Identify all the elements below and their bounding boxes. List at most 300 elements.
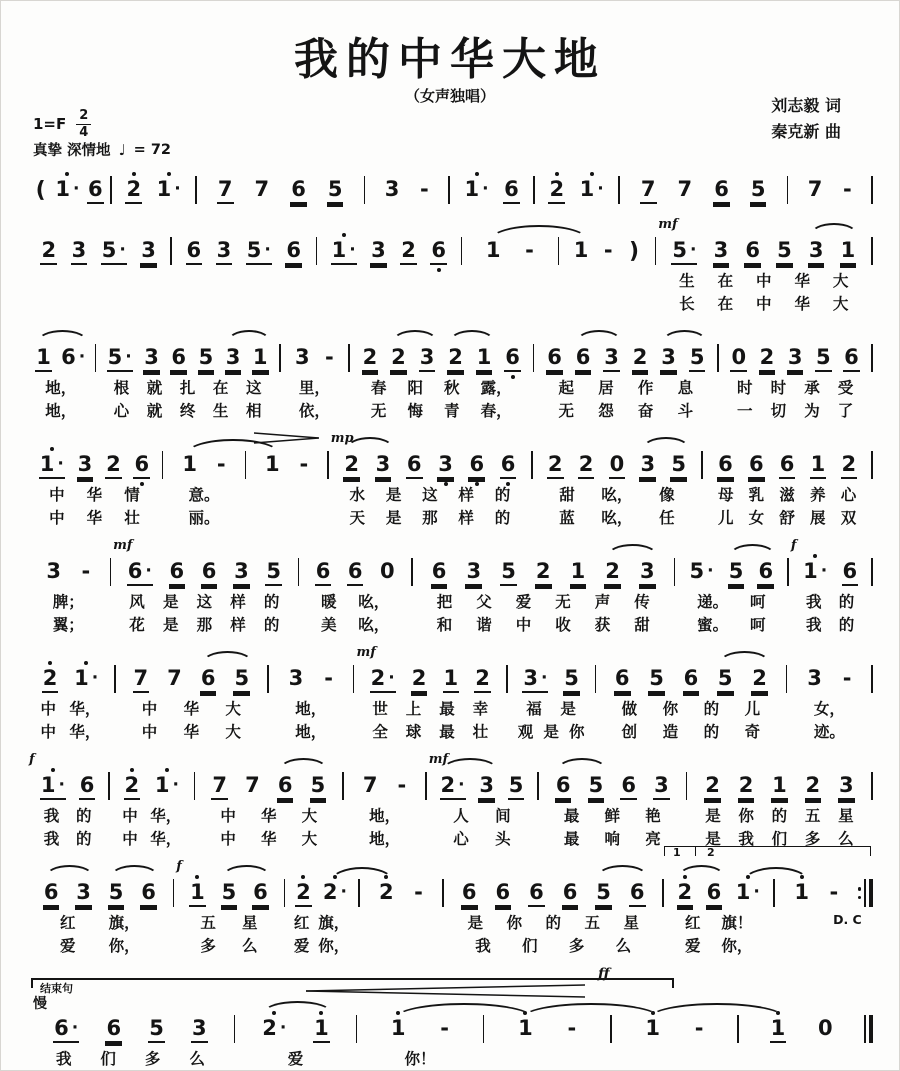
note-token — [842, 178, 853, 202]
lyric-line-2 — [96, 398, 279, 421]
notes-row — [27, 662, 114, 696]
lyric-syllable: 爱 — [684, 936, 701, 955]
note-digit: 2 — [41, 238, 57, 262]
lyric-line-1 — [656, 268, 871, 291]
augmentation-dot: · — [125, 347, 132, 367]
slur — [202, 651, 253, 663]
note-digit: 5 — [717, 666, 733, 690]
measure — [281, 341, 349, 421]
notes-row — [27, 876, 173, 910]
lyric-syllable: 样 — [458, 485, 474, 504]
note-token — [143, 346, 160, 370]
lyric-syllable: 五 — [804, 806, 821, 825]
note-token — [644, 1017, 661, 1041]
slur — [576, 330, 622, 342]
dynamic-mark: mf — [356, 645, 376, 660]
lyric-line-2 — [559, 291, 654, 314]
notes-row — [535, 173, 618, 207]
note-token — [573, 239, 590, 263]
lyric-syllable: 中 — [49, 508, 65, 527]
lyric-syllable: 呵 — [749, 615, 766, 634]
lyric-syllable: 丽。 — [188, 508, 220, 527]
note-digit: 2 — [401, 238, 416, 262]
note-token — [841, 453, 858, 477]
note-token — [713, 239, 730, 263]
note-digit: 5 — [327, 177, 343, 201]
note-digit: 5 — [310, 773, 326, 797]
lyric-syllable: 华， — [150, 829, 182, 848]
close-paren: ) — [629, 238, 640, 264]
note-digit: 1 — [331, 238, 347, 262]
slur — [662, 330, 707, 342]
octave-dot-above — [746, 875, 750, 879]
note-digit: 2 — [475, 666, 490, 690]
lyric-line-1 — [559, 268, 654, 291]
measure — [112, 173, 195, 207]
volta-tick — [695, 847, 696, 856]
lyric-line-2 — [27, 933, 173, 956]
score-line — [27, 431, 873, 528]
octave-dot-above — [396, 1011, 400, 1015]
notes-row — [365, 173, 448, 207]
barline — [871, 237, 873, 265]
lyric-line-2 — [787, 719, 871, 742]
note-token — [277, 774, 294, 798]
note-token — [629, 881, 646, 905]
note-token — [447, 346, 464, 370]
dynamic-mark: mf — [428, 752, 449, 767]
lyric-syllable: 你 — [506, 913, 522, 932]
note-token — [107, 346, 133, 370]
measure — [675, 555, 787, 635]
lyric-syllable: 的 — [75, 806, 92, 825]
note-digit: 6 — [745, 238, 760, 262]
note-digit: 2 — [440, 773, 456, 797]
lyric-syllable: 儿 — [718, 508, 734, 527]
note-digit: 6 — [201, 559, 217, 583]
note-token — [200, 667, 217, 691]
barline — [871, 176, 873, 204]
lyric-syllable: 风 — [129, 592, 145, 611]
lyric-syllable: 的 — [494, 485, 511, 504]
measure — [27, 173, 110, 207]
lyric-line-1 — [27, 268, 170, 291]
notes-row — [413, 555, 674, 589]
note-token — [411, 667, 428, 691]
notes-row — [664, 876, 773, 910]
lyric-syllable: 递。 — [697, 592, 729, 611]
augmentation-dot: · — [482, 179, 489, 199]
measure — [365, 173, 448, 207]
note-token — [555, 774, 572, 798]
lyric-syllable: 你 — [568, 722, 585, 741]
note-token — [670, 453, 687, 477]
lyric-syllable: 蜜。 — [697, 615, 729, 634]
lyric-syllable: 们 — [771, 829, 788, 848]
note-token — [285, 239, 302, 263]
lyric-syllable: 在 — [717, 271, 734, 290]
note-digit: 3 — [375, 452, 391, 476]
augmentation-dot: · — [541, 668, 548, 688]
note-token — [694, 1017, 705, 1041]
note-digit: 5 — [246, 238, 262, 262]
lyric-syllable: 多 — [804, 829, 821, 848]
lyric-line-2 — [462, 291, 557, 314]
lyric-syllable: 无 — [558, 401, 575, 420]
lyric-syllable: 了 — [837, 401, 854, 420]
note-digit: 2 — [296, 880, 311, 904]
lyric-syllable: 球 — [405, 722, 422, 741]
lyric-line-1 — [96, 375, 279, 398]
lyric-syllable: 就 — [146, 401, 163, 420]
barline-thin — [864, 879, 866, 907]
lyric-syllable: 我 — [806, 615, 822, 634]
note-digit: 1 — [74, 666, 89, 690]
lyric-line-2 — [533, 505, 702, 528]
lyric-syllable: 心 — [840, 485, 857, 504]
note-digit: 3 — [216, 238, 232, 262]
slur — [279, 758, 328, 770]
lyric-syllable: 爱 — [287, 1049, 304, 1068]
note-digit: 3 — [713, 238, 729, 262]
note-digit: 6 — [461, 880, 477, 904]
note-digit: 3 — [295, 345, 310, 369]
lyric-line-2 — [656, 291, 871, 314]
note-digit: - — [325, 345, 334, 369]
note-token — [362, 774, 379, 798]
note-digit: 7 — [212, 773, 227, 797]
notes-row — [675, 555, 787, 589]
lyric-line-2 — [344, 826, 425, 849]
octave-dot-above — [475, 172, 479, 176]
note-token — [547, 453, 564, 477]
notes-row — [27, 1012, 234, 1046]
note-token — [829, 881, 840, 905]
notes-row — [687, 769, 871, 803]
lyricist-credit: 刘志毅 词 — [771, 96, 841, 115]
lyric-syllable: 样 — [458, 508, 474, 527]
augmentation-dot: · — [388, 668, 395, 688]
notes-row — [27, 555, 110, 589]
lyric-line-2 — [27, 291, 170, 314]
note-digit: 1 — [40, 773, 56, 797]
note-token — [169, 560, 186, 584]
note-token — [379, 560, 396, 584]
notes-row — [484, 1012, 610, 1046]
lyric-line-2 — [719, 398, 871, 421]
lyric-syllable: 儿 — [744, 699, 761, 718]
note-token — [838, 774, 855, 798]
measure — [535, 173, 618, 207]
note-digit: 3 — [144, 345, 159, 369]
lyric-line-1 — [329, 482, 531, 505]
note-digit: 2 — [126, 177, 142, 201]
note-digit: 6 — [79, 773, 95, 797]
note-token — [807, 178, 824, 202]
slur — [607, 544, 658, 556]
lyric-syllable: 生 — [679, 271, 695, 290]
lyric-syllable: 是 — [705, 806, 721, 825]
note-token — [370, 667, 396, 691]
note-token — [548, 178, 565, 202]
note-token — [216, 239, 233, 263]
note-digit: 6 — [291, 177, 306, 201]
barline — [871, 451, 873, 479]
octave-dot-above — [51, 768, 55, 772]
note-digit: 7 — [245, 773, 260, 797]
note-token — [671, 239, 697, 263]
note-digit: 5 — [689, 345, 705, 369]
octave-dot-above — [384, 875, 388, 879]
notes-row — [612, 1012, 738, 1046]
barline — [871, 665, 873, 693]
note-digit: 1 — [36, 345, 51, 369]
note-token — [124, 774, 141, 798]
note-digit: 7 — [133, 666, 149, 690]
lyric-syllable: 中 — [756, 271, 772, 290]
lyric-syllable: 中 — [756, 294, 772, 313]
lyric-line-1 — [111, 589, 297, 612]
lyric-syllable: 中 — [141, 699, 158, 718]
lyric-syllable: 春， — [480, 401, 512, 420]
lyric-syllable: 星 — [241, 913, 258, 932]
note-digit: 6 — [683, 666, 699, 690]
octave-dot-above — [195, 875, 199, 879]
score-line — [27, 173, 873, 207]
octave-dot-above — [776, 1011, 780, 1015]
lyric-syllable: 做 — [621, 699, 638, 718]
note-digit: 3 — [77, 452, 93, 476]
notes-row — [703, 448, 872, 482]
lyric-syllable: 时 — [770, 378, 787, 397]
note-token — [390, 1017, 407, 1041]
note-digit: 1 — [154, 773, 170, 797]
note-token — [419, 178, 430, 202]
lyric-syllable: 无 — [370, 401, 387, 420]
note-digit: 0 — [379, 559, 395, 583]
lyric-line-2 — [246, 505, 327, 528]
lyric-syllable: 奇 — [744, 722, 761, 741]
time-signature: 2 4 — [76, 109, 91, 139]
lyric-syllable: 响 — [604, 829, 621, 848]
lyric-syllable: 翼； — [52, 615, 84, 634]
note-digit: 2 — [752, 666, 767, 690]
note-token — [689, 346, 706, 370]
da-capo-mark: D. C — [833, 912, 862, 927]
measure — [197, 173, 364, 207]
note-token — [170, 346, 187, 370]
lyric-syllable: 的 — [75, 829, 92, 848]
note-token — [579, 178, 605, 202]
lyric-line-2 — [27, 719, 114, 742]
lyric-syllable: 吆， — [358, 592, 390, 611]
note-token — [327, 178, 344, 202]
lyric-line-1 — [508, 696, 595, 719]
lyric-line-2 — [163, 505, 244, 528]
note-digit: - — [843, 177, 852, 201]
note-digit: 1 — [464, 177, 480, 201]
note-digit: 5 — [234, 666, 250, 690]
note-token — [166, 667, 183, 691]
note-digit: 5 — [777, 238, 792, 262]
lyric-syllable: 脾； — [52, 592, 84, 611]
note-token — [53, 1017, 79, 1041]
lyric-syllable: 地， — [369, 806, 401, 825]
note-token — [42, 667, 59, 691]
measure — [719, 341, 871, 421]
note-digit: 1 — [252, 345, 268, 369]
note-token — [140, 239, 157, 263]
note-digit: 1 — [840, 238, 856, 262]
lyric-syllable: 怨 — [598, 401, 614, 420]
measure — [317, 234, 460, 314]
lyric-line-2 — [675, 612, 787, 635]
note-token — [508, 774, 525, 798]
measure — [656, 217, 871, 314]
note-digit: 1 — [476, 345, 492, 369]
note-digit: 3 — [787, 345, 803, 369]
lyric-syllable: 最 — [439, 699, 455, 718]
note-digit: 1 — [55, 177, 70, 201]
lyric-syllable: 把 — [436, 592, 453, 611]
note-token — [771, 774, 788, 798]
note-token — [252, 881, 269, 905]
note-digit: 2 — [705, 773, 720, 797]
note-token — [216, 453, 227, 477]
note-token — [254, 178, 271, 202]
note-token — [751, 667, 768, 691]
lyric-syllable: 这 — [245, 378, 262, 397]
note-token — [677, 178, 694, 202]
note-token — [688, 560, 714, 584]
notes-row — [281, 341, 349, 375]
measure — [687, 769, 871, 849]
measures-row — [27, 431, 873, 528]
lyric-syllable: 爱 — [293, 936, 310, 955]
lyric-syllable: 水 — [349, 485, 366, 504]
note-token — [464, 178, 490, 202]
measure — [787, 662, 871, 742]
note-token — [567, 1017, 578, 1041]
augmentation-dot: · — [458, 775, 465, 795]
lyric-line-1 — [27, 589, 110, 612]
note-digit: 3 — [225, 345, 241, 369]
measure — [413, 555, 674, 635]
note-digit: 6 — [718, 452, 733, 476]
measures-row — [27, 173, 873, 207]
note-digit: 5 — [689, 559, 705, 583]
note-digit: 2 — [841, 452, 857, 476]
decrescendo-wedge — [254, 432, 319, 444]
note-digit: 3 — [288, 666, 304, 690]
lyric-line-1 — [719, 375, 871, 398]
note-token — [343, 453, 360, 477]
note-token — [563, 667, 580, 691]
note-token — [500, 453, 517, 477]
note-token — [468, 453, 485, 477]
note-digit: 6 — [629, 880, 645, 904]
lyric-syllable: 中 — [220, 829, 236, 848]
note-digit: 3 — [76, 880, 91, 904]
notes-row — [235, 1012, 355, 1046]
measure — [27, 752, 108, 849]
lyric-line-1 — [285, 910, 358, 933]
measure — [444, 876, 663, 956]
octave-dot-above — [65, 172, 69, 176]
barline-thin — [864, 1015, 866, 1043]
score-line — [27, 341, 873, 421]
notes-row — [360, 876, 443, 910]
measure — [27, 448, 162, 528]
augmentation-dot: · — [597, 179, 604, 199]
note-token — [40, 774, 66, 798]
lyric-syllable: 扎 — [179, 378, 196, 397]
note-digit: 3 — [141, 238, 156, 262]
note-digit: 7 — [677, 177, 693, 201]
score-line — [27, 217, 873, 314]
note-token — [546, 346, 563, 370]
note-digit: 0 — [818, 1016, 833, 1040]
notes-row — [789, 538, 872, 589]
note-digit: - — [567, 1016, 577, 1040]
note-token — [653, 774, 670, 798]
measures-row — [27, 538, 873, 635]
note-token — [431, 560, 448, 584]
note-digit: 5 — [101, 238, 117, 262]
lyric-syllable: 壮 — [472, 722, 489, 741]
lyric-line-2 — [508, 719, 595, 742]
lyric-syllable: 声 — [594, 592, 611, 611]
lyric-line-1 — [427, 803, 537, 826]
octave-dot-below — [437, 268, 441, 272]
lyric-syllable: 在 — [717, 294, 734, 313]
slur — [442, 758, 498, 770]
lyric-syllable: 的 — [263, 615, 280, 634]
note-token — [233, 560, 250, 584]
note-digit: 5 — [588, 773, 604, 797]
lyric-syllable: 五 — [584, 913, 600, 932]
note-token — [246, 239, 272, 263]
lyric-line-2 — [285, 933, 358, 956]
note-digit: 6 — [54, 1016, 69, 1040]
lyric-line-1 — [789, 589, 872, 612]
note-digit: 6 — [431, 559, 447, 583]
lyric-syllable: 造 — [662, 722, 679, 741]
song-subtitle: （女声独唱） — [404, 87, 495, 105]
note-token — [770, 1017, 787, 1041]
note-digit: 3 — [808, 238, 824, 262]
note-token — [706, 881, 723, 905]
score-line — [27, 538, 873, 635]
lyric-syllable: 美 — [321, 615, 337, 634]
note-token — [603, 239, 614, 263]
lyric-syllable: 幸 — [472, 699, 489, 718]
note-token — [744, 239, 761, 263]
augmentation-dot: · — [340, 882, 347, 902]
lyric-line-1 — [110, 803, 194, 826]
augmentation-dot: · — [820, 561, 828, 581]
note-token — [430, 239, 447, 263]
lyric-syllable: 中 — [49, 485, 65, 504]
note-digit: - — [420, 177, 429, 201]
lyric-line-1 — [596, 696, 786, 719]
dynamic-mark: mp — [330, 431, 354, 446]
lyric-syllable: 和 — [436, 615, 453, 634]
notes-row — [172, 234, 315, 268]
note-token — [290, 178, 307, 202]
measure — [329, 431, 531, 528]
lyric-syllable: 情 — [124, 485, 140, 504]
